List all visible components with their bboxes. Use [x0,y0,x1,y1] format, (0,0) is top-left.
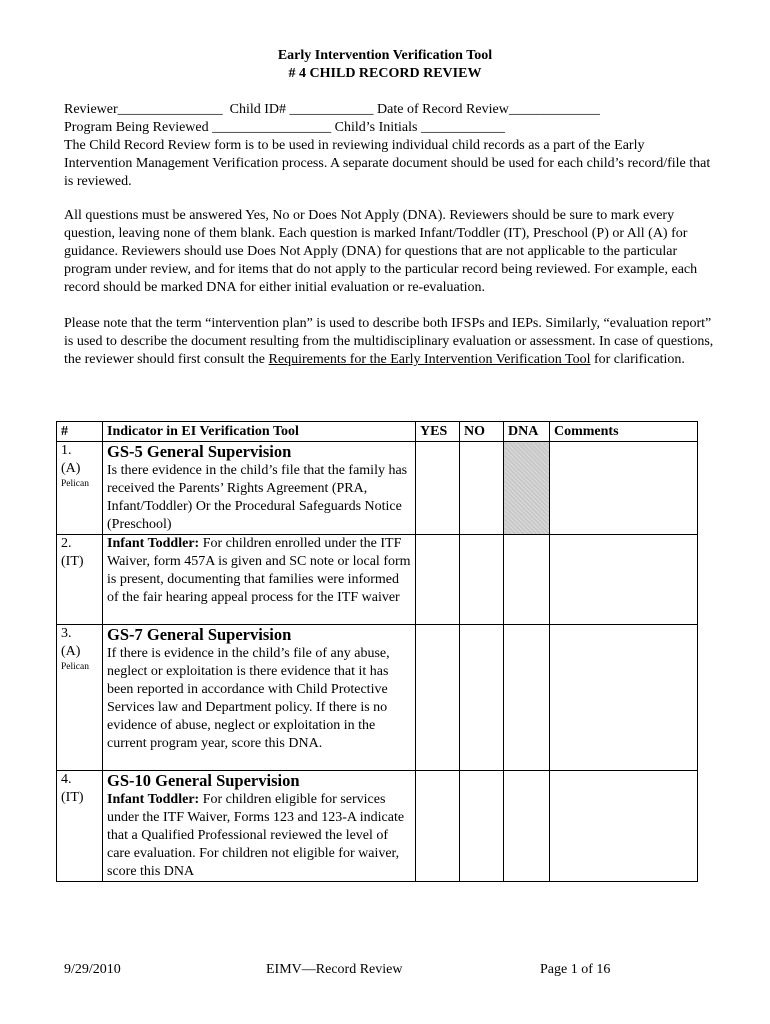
dna-cell[interactable] [504,771,550,882]
row-number: 3. [61,626,72,641]
field-line-program: Program Being Reviewed _________________ Child’s Initials ____________ [64,120,505,135]
intro-paragraph-3-text: Please note that the term “intervention plan” is used to describe both IFSPs and IEPs. Similarly, “evaluation report” is used to describe the document resulting from the multidisciplinary evaluation or assessment. In case of questions, the reviewer should first consult the [64,316,714,367]
indicator-label: Infant Toddler: [107,792,200,807]
intro-paragraph-2: All questions must be answered Yes, No or Does Not Apply (DNA). Reviewers should be sure to mark every question, leaving none of them blank. Each question is marked Infant/Toddler (IT), Preschool (P) or All (A) for guidance. Reviewers should use Does Not Apply (DNA) for questions that are not applicable to the particular program under review, and for items that do not apply to the particular record being reviewed. For example, each record should be marked DNA for either initial evaluation or re-evaluation. [64,208,698,295]
dna-cell[interactable] [504,535,550,625]
footer-document-name: EIMV—Record Review [266,962,403,977]
yes-cell[interactable] [416,442,460,535]
table-header-row [57,422,698,442]
indicator-cell [103,442,416,535]
comments-cell[interactable] [550,771,698,882]
indicator-text: For children eligible for services under the ITF Waiver, Forms 123 and 123-A indicate that a Qualified Professional reviewed the level of care evaluation. For children not eligible for waiver, score this DNA [107,792,405,879]
table-row [57,771,698,882]
indicator-heading: GS-7 General Supervision [107,625,292,644]
row-number-cell [57,625,103,771]
row-code: (A) [61,644,81,659]
indicator-cell [103,771,416,882]
indicator-cell [103,625,416,771]
no-cell[interactable] [460,535,504,625]
intro-paragraph-2-block [64,207,714,297]
no-cell[interactable] [460,442,504,535]
indicator-text: If there is evidence in the child’s file of any abuse, neglect or exploitation is there evidence that it has been reported in accordance with Child Protective Services law and Department policy. If there is no evidence of abuse, neglect or exploitation in the current program year, score this DNA. [107,646,390,751]
dna-cell[interactable] [504,625,550,771]
indicator-heading: GS-10 General Supervision [107,771,300,790]
intro-paragraph-3-tail: for clarification. [590,352,685,367]
table-row [57,625,698,771]
form-fields [64,101,714,191]
indicator-heading: GS-5 General Supervision [107,442,292,461]
table-row [57,535,698,625]
row-code: (IT) [61,554,84,569]
header-yes: YES [416,422,460,442]
intro-paragraph-3-block [64,315,714,369]
row-number: 2. [61,536,72,551]
indicator-text: For children enrolled under the ITF Waiver, form 457A is given and SC note or local form is present, documenting that families were informed of the fair hearing appeal process for the ITF waiver [107,536,411,605]
row-number-cell [57,442,103,535]
field-line-reviewer: Reviewer_______________ Child ID# ____________ Date of Record Review_____________ [64,102,600,117]
header-dna: DNA [504,422,550,442]
intro-paragraph-1: The Child Record Review form is to be used in reviewing individual child records as a part of the Early Intervention Management Verification process. A separate document should be used for each child’s record/file that is reviewed. [64,138,711,189]
table-row [57,442,698,535]
intro-paragraph-3 [64,315,714,369]
doc-title: Early Intervention Verification Tool [277,48,493,63]
row-number-cell [57,535,103,625]
yes-cell[interactable] [416,625,460,771]
indicator-label: Infant Toddler: [107,536,200,551]
requirements-link[interactable]: Requirements for the Early Intervention Verification Tool [268,352,591,367]
indicator-cell [103,535,416,625]
comments-cell[interactable] [550,535,698,625]
no-cell[interactable] [460,771,504,882]
row-number-cell [57,771,103,882]
indicator-text: Is there evidence in the child’s file that the family has received the Parents’ Rights Agreement (PRA, Infant/Toddler) Or the Procedural Safeguards Notice (Preschool) [107,463,408,532]
row-code: (A) [61,461,81,476]
review-table [56,421,698,882]
doc-subtitle: # 4 CHILD RECORD REVIEW [288,66,482,81]
header-num: # [57,422,103,442]
no-cell[interactable] [460,625,504,771]
header-no: NO [460,422,504,442]
footer-page-number: Page 1 of 16 [540,962,611,977]
row-number: 1. [61,443,72,458]
yes-cell[interactable] [416,771,460,882]
footer-date: 9/29/2010 [64,962,121,977]
header-comments: Comments [550,422,698,442]
yes-cell[interactable] [416,535,460,625]
row-sub-label: Pelican [61,662,89,672]
row-sub-label: Pelican [61,479,89,489]
comments-cell[interactable] [550,625,698,771]
dna-cell-shaded [504,442,550,535]
comments-cell[interactable] [550,442,698,535]
row-number: 4. [61,772,72,787]
row-code: (IT) [61,790,84,805]
header-indicator: Indicator in EI Verification Tool [103,422,416,442]
